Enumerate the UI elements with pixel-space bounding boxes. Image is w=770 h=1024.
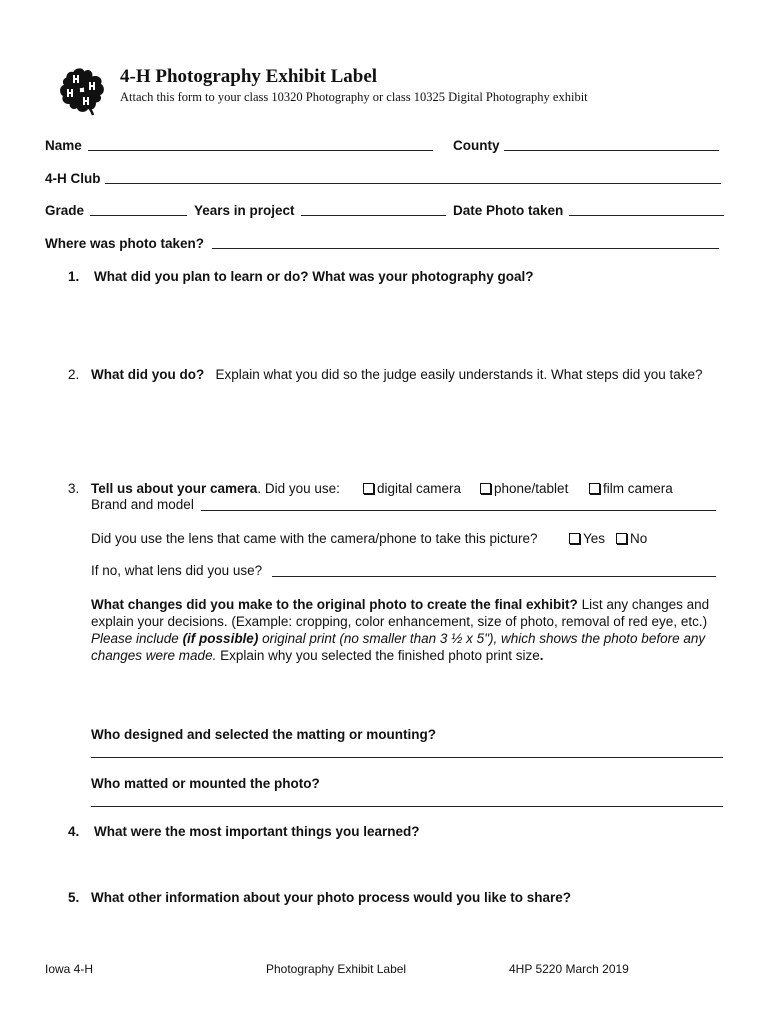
club-label: 4-H Club <box>45 171 101 186</box>
q5-number: 5. <box>68 890 80 905</box>
checkbox-icon <box>480 483 491 494</box>
designed-label: Who designed and selected the matting or mounting? <box>91 727 437 742</box>
option-film-camera[interactable] <box>589 481 673 496</box>
q3-bold: Tell us about your camera <box>91 481 258 496</box>
option-yes[interactable] <box>569 531 605 546</box>
q1-text: What did you plan to learn or do? What was your photography goal? <box>94 269 534 284</box>
changes-bolditalic: (if possible) <box>182 631 259 646</box>
q1-number: 1. <box>68 269 80 284</box>
no-label: No <box>630 531 648 546</box>
footer-center: Photography Exhibit Label <box>266 962 407 976</box>
matted-label: Who matted or mounted the photo? <box>91 776 320 791</box>
lens-question: Did you use the lens that came with the camera/phone to take this picture? <box>91 531 538 546</box>
years-label: Years in project <box>194 203 295 218</box>
changes-italic-1: Please include <box>91 631 183 646</box>
checkbox-icon <box>363 483 374 494</box>
grade-field[interactable] <box>90 215 187 216</box>
q2-bold: What did you do? <box>91 367 205 382</box>
q3-camera-line <box>91 481 340 496</box>
checkbox-icon <box>569 533 580 544</box>
footer-right: 4HP 5220 March 2019 <box>509 962 629 976</box>
if-no-label: If no, what lens did you use? <box>91 563 263 578</box>
county-label: County <box>453 138 500 153</box>
q2-text <box>91 367 703 382</box>
page-subtitle: Attach this form to your class 10320 Photography or class 10325 Digital Photography exhibit <box>120 90 588 104</box>
changes-end: Explain why you selected the finished photo print size <box>216 648 540 663</box>
years-field[interactable] <box>301 215 446 216</box>
option-no[interactable] <box>616 531 647 546</box>
q2-number: 2. <box>68 367 80 382</box>
where-label: Where was photo taken? <box>45 236 205 251</box>
option-label: film camera <box>603 481 673 496</box>
four-leaf-clover-icon <box>56 64 108 116</box>
where-field[interactable] <box>212 248 719 249</box>
option-phone-tablet[interactable] <box>480 481 568 496</box>
club-field[interactable] <box>105 183 721 184</box>
designed-field[interactable] <box>91 757 723 758</box>
checkbox-icon <box>589 483 600 494</box>
checkbox-icon <box>616 533 627 544</box>
date-field[interactable] <box>569 215 724 216</box>
brand-field[interactable] <box>201 510 716 511</box>
changes-italic-2: original print (no smaller than 3 ½ x 5"), which shows the photo before any changes were made. <box>91 631 706 663</box>
q4-number: 4. <box>68 824 80 839</box>
footer-left: Iowa 4-H <box>45 962 94 976</box>
option-label: phone/tablet <box>494 481 569 496</box>
q5-text: What other information about your photo process would you like to share? <box>91 890 572 905</box>
changes-bold: What changes did you make to the original photo to create the final exhibit? <box>91 597 578 612</box>
changes-dot: . <box>539 648 544 663</box>
county-field[interactable] <box>504 150 719 151</box>
q3-rest: . Did you use: <box>257 481 340 496</box>
q2-rest: Explain what you did so the judge easily understands it. What steps did you take? <box>215 367 703 382</box>
date-label: Date Photo taken <box>453 203 564 218</box>
matted-field[interactable] <box>91 806 723 807</box>
yes-label: Yes <box>583 531 606 546</box>
if-no-field[interactable] <box>272 576 716 577</box>
changes-paragraph <box>91 596 731 664</box>
page-title: 4-H Photography Exhibit Label <box>120 66 378 87</box>
changes-rest: List any changes and explain your decisions. (Example: cropping, color enhancement, size of photo, removal of red eye, etc.) <box>91 597 710 629</box>
q3-number: 3. <box>68 481 80 496</box>
q4-text: What were the most important things you learned? <box>94 824 420 839</box>
grade-label: Grade <box>45 203 85 218</box>
brand-label: Brand and model <box>91 497 194 512</box>
name-label: Name <box>45 138 82 153</box>
name-field[interactable] <box>88 150 433 151</box>
option-digital-camera[interactable] <box>363 481 461 496</box>
option-label: digital camera <box>377 481 462 496</box>
four-h-logo <box>56 64 108 116</box>
